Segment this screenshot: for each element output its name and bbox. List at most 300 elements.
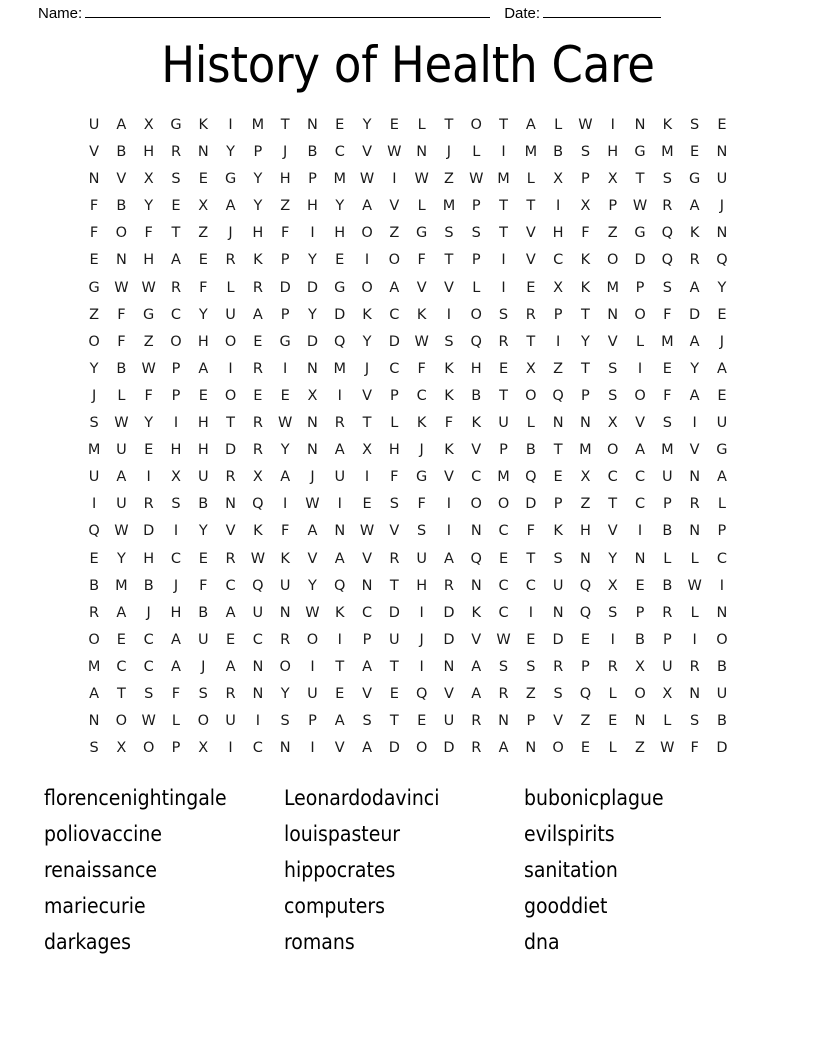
grid-cell[interactable]: J bbox=[91, 387, 97, 404]
grid-cell[interactable]: P bbox=[499, 442, 508, 459]
grid-cell[interactable]: A bbox=[362, 198, 373, 215]
grid-cell[interactable]: I bbox=[692, 415, 697, 432]
grid-cell[interactable]: L bbox=[171, 713, 181, 730]
grid-cell[interactable]: Y bbox=[144, 198, 154, 215]
grid-cell[interactable]: N bbox=[334, 523, 346, 540]
grid-cell[interactable]: V bbox=[635, 415, 645, 432]
grid-cell[interactable]: Q bbox=[525, 469, 537, 486]
grid-cell[interactable]: N bbox=[580, 550, 591, 567]
grid-cell[interactable]: N bbox=[716, 144, 728, 161]
grid-cell[interactable]: S bbox=[608, 387, 618, 404]
grid-cell[interactable]: T bbox=[389, 713, 399, 730]
grid-cell[interactable]: B bbox=[471, 387, 482, 404]
grid-cell[interactable]: T bbox=[444, 117, 454, 133]
grid-cell[interactable]: W bbox=[469, 171, 484, 188]
grid-cell[interactable]: T bbox=[499, 117, 508, 133]
grid-cell[interactable]: Z bbox=[280, 198, 291, 215]
grid-cell[interactable]: U bbox=[334, 469, 346, 486]
word-list-item[interactable]: hippocrates bbox=[284, 858, 396, 882]
grid-cell[interactable]: E bbox=[198, 171, 208, 188]
grid-cell[interactable]: O bbox=[361, 279, 373, 296]
grid-cell[interactable]: H bbox=[279, 171, 291, 188]
grid-cell[interactable]: D bbox=[443, 740, 455, 757]
grid-cell[interactable]: S bbox=[171, 496, 181, 513]
grid-cell[interactable]: E bbox=[580, 740, 591, 757]
grid-cell[interactable]: C bbox=[389, 306, 400, 323]
grid-cell[interactable]: R bbox=[689, 252, 700, 269]
grid-cell[interactable]: T bbox=[389, 658, 399, 675]
grid-cell[interactable]: E bbox=[580, 631, 591, 648]
grid-cell[interactable]: N bbox=[498, 713, 509, 730]
grid-cell[interactable]: W bbox=[359, 523, 375, 540]
grid-cell[interactable]: X bbox=[252, 469, 263, 486]
grid-cell[interactable]: B bbox=[307, 144, 318, 161]
grid-cell[interactable]: O bbox=[88, 333, 100, 350]
grid-cell[interactable]: M bbox=[251, 117, 265, 133]
grid-cell[interactable]: P bbox=[280, 252, 290, 269]
grid-cell[interactable]: M bbox=[115, 577, 128, 594]
grid-cell[interactable]: I bbox=[501, 279, 506, 296]
grid-cell[interactable]: T bbox=[499, 387, 508, 404]
grid-cell[interactable]: V bbox=[525, 252, 536, 269]
grid-cell[interactable]: C bbox=[143, 631, 154, 648]
grid-cell[interactable]: I bbox=[91, 496, 97, 513]
grid-cell[interactable]: D bbox=[443, 604, 455, 621]
grid-cell[interactable]: U bbox=[116, 496, 127, 513]
grid-cell[interactable]: R bbox=[143, 496, 154, 513]
grid-cell[interactable]: U bbox=[443, 713, 455, 730]
grid-cell[interactable]: P bbox=[308, 713, 317, 730]
grid-cell[interactable]: S bbox=[198, 685, 208, 702]
grid-cell[interactable]: Q bbox=[334, 333, 346, 350]
grid-cell[interactable]: Y bbox=[335, 198, 345, 215]
grid-cell[interactable]: Y bbox=[362, 117, 372, 133]
grid-cell[interactable]: E bbox=[690, 144, 700, 161]
grid-cell[interactable]: U bbox=[662, 469, 673, 486]
grid-cell[interactable]: C bbox=[389, 360, 400, 377]
grid-cell[interactable]: N bbox=[115, 252, 127, 269]
grid-cell[interactable]: T bbox=[526, 550, 536, 567]
grid-cell[interactable]: X bbox=[116, 740, 127, 757]
grid-cell[interactable]: N bbox=[470, 523, 482, 540]
grid-cell[interactable]: Q bbox=[579, 685, 592, 702]
grid-cell[interactable]: H bbox=[197, 415, 209, 432]
grid-cell[interactable]: C bbox=[634, 469, 646, 486]
grid-cell[interactable]: A bbox=[635, 442, 645, 459]
grid-cell[interactable]: Y bbox=[253, 171, 263, 188]
grid-cell[interactable]: X bbox=[307, 387, 318, 404]
grid-cell[interactable]: M bbox=[87, 658, 101, 675]
grid-cell[interactable]: Z bbox=[607, 225, 618, 242]
grid-cell[interactable]: O bbox=[115, 713, 128, 730]
grid-cell[interactable]: W bbox=[277, 415, 293, 432]
grid-cell[interactable]: E bbox=[717, 387, 727, 404]
grid-cell[interactable]: F bbox=[171, 685, 181, 702]
grid-cell[interactable]: I bbox=[555, 333, 561, 350]
grid-cell[interactable]: T bbox=[444, 252, 454, 269]
grid-cell[interactable]: L bbox=[663, 713, 672, 730]
grid-cell[interactable]: L bbox=[663, 550, 672, 567]
grid-cell[interactable]: A bbox=[334, 550, 345, 567]
grid-cell[interactable]: S bbox=[498, 658, 509, 675]
grid-cell[interactable]: K bbox=[335, 604, 345, 621]
grid-cell[interactable]: I bbox=[337, 496, 342, 513]
grid-cell[interactable]: H bbox=[334, 225, 346, 242]
grid-cell[interactable]: L bbox=[635, 333, 645, 350]
grid-cell[interactable]: S bbox=[553, 685, 563, 702]
grid-cell[interactable]: E bbox=[198, 252, 208, 269]
grid-cell[interactable]: Y bbox=[308, 577, 317, 594]
grid-cell[interactable]: G bbox=[224, 171, 237, 188]
grid-cell[interactable]: P bbox=[662, 496, 672, 513]
grid-cell[interactable]: G bbox=[143, 306, 155, 323]
grid-cell[interactable]: V bbox=[553, 713, 564, 730]
grid-cell[interactable]: P bbox=[308, 171, 317, 188]
grid-cell[interactable]: C bbox=[252, 740, 263, 757]
grid-cell[interactable]: X bbox=[553, 279, 564, 296]
grid-cell[interactable]: F bbox=[89, 225, 99, 242]
grid-cell[interactable]: U bbox=[307, 685, 318, 702]
grid-cell[interactable]: F bbox=[444, 415, 454, 432]
grid-cell[interactable]: H bbox=[307, 198, 318, 215]
grid-cell[interactable]: O bbox=[279, 658, 291, 675]
grid-cell[interactable]: R bbox=[170, 144, 182, 161]
grid-cell[interactable]: O bbox=[142, 740, 155, 757]
grid-cell[interactable]: W bbox=[632, 198, 648, 215]
grid-cell[interactable]: W bbox=[359, 171, 375, 188]
grid-cell[interactable]: V bbox=[443, 685, 454, 702]
grid-cell[interactable]: B bbox=[89, 577, 100, 594]
grid-cell[interactable]: S bbox=[444, 333, 454, 350]
grid-cell[interactable]: W bbox=[114, 523, 129, 540]
grid-cell[interactable]: N bbox=[307, 360, 318, 377]
grid-cell[interactable]: G bbox=[416, 225, 428, 242]
grid-cell[interactable]: I bbox=[337, 387, 342, 404]
grid-cell[interactable]: H bbox=[143, 252, 155, 269]
grid-cell[interactable]: N bbox=[689, 469, 701, 486]
grid-cell[interactable]: A bbox=[716, 469, 727, 486]
grid-cell[interactable]: X bbox=[580, 469, 591, 486]
grid-cell[interactable]: C bbox=[116, 658, 127, 675]
grid-cell[interactable]: O bbox=[224, 333, 237, 350]
grid-cell[interactable]: F bbox=[117, 333, 126, 350]
grid-cell[interactable]: J bbox=[419, 442, 424, 459]
grid-cell[interactable]: N bbox=[361, 577, 373, 594]
grid-cell[interactable]: Y bbox=[198, 306, 208, 323]
grid-cell[interactable]: R bbox=[498, 333, 509, 350]
grid-cell[interactable]: L bbox=[608, 740, 617, 757]
grid-cell[interactable]: S bbox=[444, 225, 454, 242]
grid-cell[interactable]: N bbox=[580, 415, 591, 432]
grid-cell[interactable]: K bbox=[689, 225, 700, 242]
grid-cell[interactable]: F bbox=[280, 225, 290, 242]
grid-cell[interactable]: S bbox=[690, 117, 700, 133]
grid-cell[interactable]: W bbox=[578, 117, 593, 133]
grid-cell[interactable]: N bbox=[88, 713, 100, 730]
grid-cell[interactable]: O bbox=[607, 252, 619, 269]
grid-cell[interactable]: E bbox=[526, 279, 536, 296]
grid-cell[interactable]: X bbox=[198, 740, 209, 757]
grid-cell[interactable]: Y bbox=[226, 144, 235, 161]
grid-cell[interactable]: E bbox=[253, 387, 263, 404]
grid-cell[interactable]: P bbox=[389, 387, 399, 404]
grid-cell[interactable]: A bbox=[334, 713, 345, 730]
grid-cell[interactable]: S bbox=[662, 415, 672, 432]
grid-cell[interactable]: Y bbox=[116, 550, 126, 567]
grid-cell[interactable]: Y bbox=[308, 252, 317, 269]
grid-cell[interactable]: V bbox=[89, 144, 100, 161]
word-list-item[interactable]: Leonardodavinci bbox=[284, 786, 440, 810]
grid-cell[interactable]: I bbox=[419, 604, 424, 621]
grid-cell[interactable]: K bbox=[253, 523, 263, 540]
grid-cell[interactable]: R bbox=[471, 713, 482, 730]
grid-cell[interactable]: S bbox=[553, 550, 563, 567]
grid-cell[interactable]: Y bbox=[198, 523, 208, 540]
grid-cell[interactable]: E bbox=[553, 469, 563, 486]
grid-cell[interactable]: I bbox=[610, 631, 615, 648]
grid-cell[interactable]: V bbox=[689, 442, 700, 459]
grid-cell[interactable]: A bbox=[171, 252, 181, 269]
grid-cell[interactable]: O bbox=[361, 225, 373, 242]
grid-cell[interactable]: L bbox=[417, 198, 426, 215]
grid-cell[interactable]: K bbox=[471, 604, 481, 621]
grid-cell[interactable]: O bbox=[415, 740, 428, 757]
grid-cell[interactable]: G bbox=[634, 144, 646, 161]
grid-cell[interactable]: Z bbox=[143, 333, 154, 350]
grid-cell[interactable]: Z bbox=[89, 306, 100, 323]
grid-cell[interactable]: N bbox=[307, 442, 318, 459]
word-list-item[interactable]: computers bbox=[284, 894, 385, 918]
grid-cell[interactable]: R bbox=[334, 415, 345, 432]
grid-cell[interactable]: X bbox=[553, 171, 564, 188]
grid-cell[interactable]: T bbox=[171, 225, 181, 242]
grid-cell[interactable]: P bbox=[171, 387, 181, 404]
grid-cell[interactable]: V bbox=[307, 550, 318, 567]
grid-cell[interactable]: T bbox=[526, 333, 536, 350]
grid-cell[interactable]: I bbox=[364, 469, 370, 486]
grid-cell[interactable]: D bbox=[388, 740, 400, 757]
grid-cell[interactable]: A bbox=[716, 360, 727, 377]
grid-cell[interactable]: J bbox=[364, 360, 370, 377]
grid-cell[interactable]: E bbox=[225, 631, 236, 648]
grid-cell[interactable]: C bbox=[498, 577, 509, 594]
grid-cell[interactable]: W bbox=[496, 631, 511, 648]
grid-cell[interactable]: Y bbox=[717, 279, 727, 296]
grid-cell[interactable]: B bbox=[553, 144, 564, 161]
grid-cell[interactable]: Q bbox=[252, 496, 264, 513]
grid-cell[interactable]: Q bbox=[579, 604, 592, 621]
grid-cell[interactable]: W bbox=[414, 333, 429, 350]
grid-cell[interactable]: K bbox=[253, 252, 263, 269]
grid-cell[interactable]: U bbox=[498, 415, 509, 432]
grid-cell[interactable]: N bbox=[252, 658, 264, 675]
grid-cell[interactable]: D bbox=[689, 306, 701, 323]
grid-cell[interactable]: H bbox=[143, 144, 155, 161]
grid-cell[interactable]: P bbox=[635, 604, 645, 621]
grid-cell[interactable]: P bbox=[553, 306, 563, 323]
grid-cell[interactable]: Y bbox=[362, 333, 372, 350]
grid-cell[interactable]: N bbox=[88, 171, 100, 188]
grid-cell[interactable]: U bbox=[662, 658, 673, 675]
grid-cell[interactable]: E bbox=[717, 306, 727, 323]
grid-cell[interactable]: A bbox=[225, 604, 236, 621]
grid-cell[interactable]: F bbox=[663, 306, 672, 323]
grid-cell[interactable]: I bbox=[446, 523, 452, 540]
grid-cell[interactable]: R bbox=[89, 604, 100, 621]
grid-cell[interactable]: V bbox=[607, 523, 618, 540]
grid-cell[interactable]: T bbox=[635, 171, 645, 188]
grid-cell[interactable]: K bbox=[416, 415, 427, 432]
grid-cell[interactable]: C bbox=[361, 604, 373, 621]
grid-cell[interactable]: T bbox=[553, 442, 563, 459]
grid-cell[interactable]: B bbox=[143, 577, 154, 594]
grid-cell[interactable]: I bbox=[310, 740, 315, 757]
grid-cell[interactable]: J bbox=[446, 144, 452, 161]
grid-cell[interactable]: R bbox=[525, 306, 536, 323]
grid-cell[interactable]: J bbox=[719, 333, 725, 350]
grid-cell[interactable]: Z bbox=[525, 685, 536, 702]
grid-cell[interactable]: V bbox=[471, 631, 482, 648]
grid-cell[interactable]: N bbox=[279, 740, 291, 757]
grid-cell[interactable]: A bbox=[307, 523, 318, 540]
grid-cell[interactable]: F bbox=[144, 387, 153, 404]
grid-cell[interactable]: D bbox=[143, 523, 155, 540]
word-list-item[interactable]: romans bbox=[284, 930, 355, 954]
grid-cell[interactable]: I bbox=[283, 360, 288, 377]
date-input-line[interactable] bbox=[543, 4, 661, 18]
grid-cell[interactable]: C bbox=[170, 306, 182, 323]
grid-cell[interactable]: Y bbox=[581, 333, 590, 350]
grid-cell[interactable]: S bbox=[417, 523, 427, 540]
grid-cell[interactable]: T bbox=[526, 198, 536, 215]
grid-cell[interactable]: V bbox=[389, 198, 400, 215]
grid-cell[interactable]: I bbox=[255, 713, 260, 730]
grid-cell[interactable]: M bbox=[606, 279, 619, 296]
grid-cell[interactable]: P bbox=[662, 631, 672, 648]
grid-cell[interactable]: Y bbox=[608, 550, 618, 567]
grid-cell[interactable]: V bbox=[471, 442, 482, 459]
grid-cell[interactable]: D bbox=[279, 279, 291, 296]
word-list-item[interactable]: bubonicplague bbox=[524, 786, 664, 810]
word-list-item[interactable]: evilspirits bbox=[524, 822, 615, 846]
grid-cell[interactable]: E bbox=[280, 387, 290, 404]
grid-cell[interactable]: D bbox=[525, 496, 537, 513]
grid-cell[interactable]: F bbox=[89, 198, 99, 215]
grid-cell[interactable]: E bbox=[662, 360, 672, 377]
grid-cell[interactable]: A bbox=[280, 469, 291, 486]
grid-cell[interactable]: H bbox=[252, 225, 264, 242]
grid-cell[interactable]: O bbox=[470, 496, 482, 513]
grid-cell[interactable]: H bbox=[552, 225, 564, 242]
grid-cell[interactable]: D bbox=[552, 631, 564, 648]
grid-cell[interactable]: N bbox=[197, 144, 209, 161]
grid-cell[interactable]: L bbox=[717, 496, 726, 513]
grid-cell[interactable]: A bbox=[362, 658, 373, 675]
word-list-item[interactable]: louispasteur bbox=[284, 822, 401, 846]
grid-cell[interactable]: M bbox=[333, 360, 347, 377]
grid-cell[interactable]: U bbox=[716, 171, 728, 188]
grid-cell[interactable]: E bbox=[389, 117, 399, 133]
grid-cell[interactable]: T bbox=[335, 658, 345, 675]
grid-cell[interactable]: O bbox=[388, 252, 401, 269]
grid-cell[interactable]: I bbox=[637, 523, 643, 540]
grid-cell[interactable]: H bbox=[197, 333, 209, 350]
grid-cell[interactable]: T bbox=[608, 496, 618, 513]
grid-cell[interactable]: Q bbox=[334, 577, 346, 594]
grid-cell[interactable]: R bbox=[252, 415, 263, 432]
grid-cell[interactable]: U bbox=[225, 713, 236, 730]
grid-cell[interactable]: V bbox=[389, 523, 400, 540]
grid-cell[interactable]: A bbox=[252, 306, 263, 323]
grid-cell[interactable]: U bbox=[197, 631, 209, 648]
grid-cell[interactable]: X bbox=[580, 198, 591, 215]
grid-cell[interactable]: S bbox=[690, 713, 700, 730]
grid-cell[interactable]: I bbox=[173, 523, 179, 540]
grid-cell[interactable]: Y bbox=[690, 360, 700, 377]
grid-cell[interactable]: R bbox=[662, 198, 673, 215]
grid-cell[interactable]: O bbox=[224, 387, 237, 404]
grid-cell[interactable]: P bbox=[608, 198, 618, 215]
grid-cell[interactable]: Q bbox=[415, 685, 428, 702]
grid-cell[interactable]: F bbox=[581, 225, 590, 242]
grid-cell[interactable]: C bbox=[471, 469, 482, 486]
grid-cell[interactable]: R bbox=[662, 604, 673, 621]
grid-cell[interactable]: J bbox=[419, 631, 424, 648]
grid-cell[interactable]: J bbox=[310, 469, 315, 486]
grid-cell[interactable]: O bbox=[115, 225, 128, 242]
grid-cell[interactable]: D bbox=[224, 442, 237, 459]
grid-cell[interactable]: F bbox=[117, 306, 126, 323]
grid-cell[interactable]: K bbox=[444, 360, 454, 377]
grid-cell[interactable]: C bbox=[607, 469, 618, 486]
grid-cell[interactable]: S bbox=[526, 658, 536, 675]
grid-cell[interactable]: K bbox=[444, 442, 454, 459]
grid-cell[interactable]: R bbox=[252, 442, 263, 459]
grid-cell[interactable]: T bbox=[499, 198, 508, 215]
grid-cell[interactable]: S bbox=[362, 713, 372, 730]
grid-cell[interactable]: H bbox=[143, 550, 155, 567]
grid-cell[interactable]: F bbox=[417, 496, 426, 513]
grid-cell[interactable]: R bbox=[471, 740, 482, 757]
grid-cell[interactable]: U bbox=[552, 577, 564, 594]
grid-cell[interactable]: L bbox=[417, 117, 426, 133]
grid-cell[interactable]: F bbox=[417, 252, 426, 269]
word-list-item[interactable]: dna bbox=[524, 930, 560, 954]
grid-cell[interactable]: U bbox=[252, 604, 264, 621]
grid-cell[interactable]: A bbox=[116, 469, 127, 486]
grid-cell[interactable]: Y bbox=[253, 198, 263, 215]
grid-cell[interactable]: I bbox=[419, 658, 424, 675]
grid-cell[interactable]: O bbox=[634, 685, 646, 702]
grid-cell[interactable]: G bbox=[88, 279, 100, 296]
grid-cell[interactable]: E bbox=[526, 631, 536, 648]
grid-cell[interactable]: E bbox=[335, 685, 345, 702]
grid-cell[interactable]: E bbox=[171, 198, 181, 215]
grid-cell[interactable]: Z bbox=[635, 740, 645, 757]
grid-cell[interactable]: L bbox=[554, 117, 563, 133]
grid-cell[interactable]: I bbox=[555, 198, 561, 215]
grid-cell[interactable]: X bbox=[525, 360, 536, 377]
grid-cell[interactable]: I bbox=[501, 144, 506, 161]
grid-cell[interactable]: R bbox=[443, 577, 454, 594]
grid-cell[interactable]: B bbox=[198, 604, 209, 621]
grid-cell[interactable]: L bbox=[117, 387, 126, 404]
grid-cell[interactable]: Q bbox=[470, 550, 482, 567]
grid-cell[interactable]: W bbox=[141, 713, 156, 730]
grid-cell[interactable]: N bbox=[634, 550, 646, 567]
grid-cell[interactable]: W bbox=[141, 279, 156, 296]
grid-cell[interactable]: I bbox=[446, 306, 452, 323]
